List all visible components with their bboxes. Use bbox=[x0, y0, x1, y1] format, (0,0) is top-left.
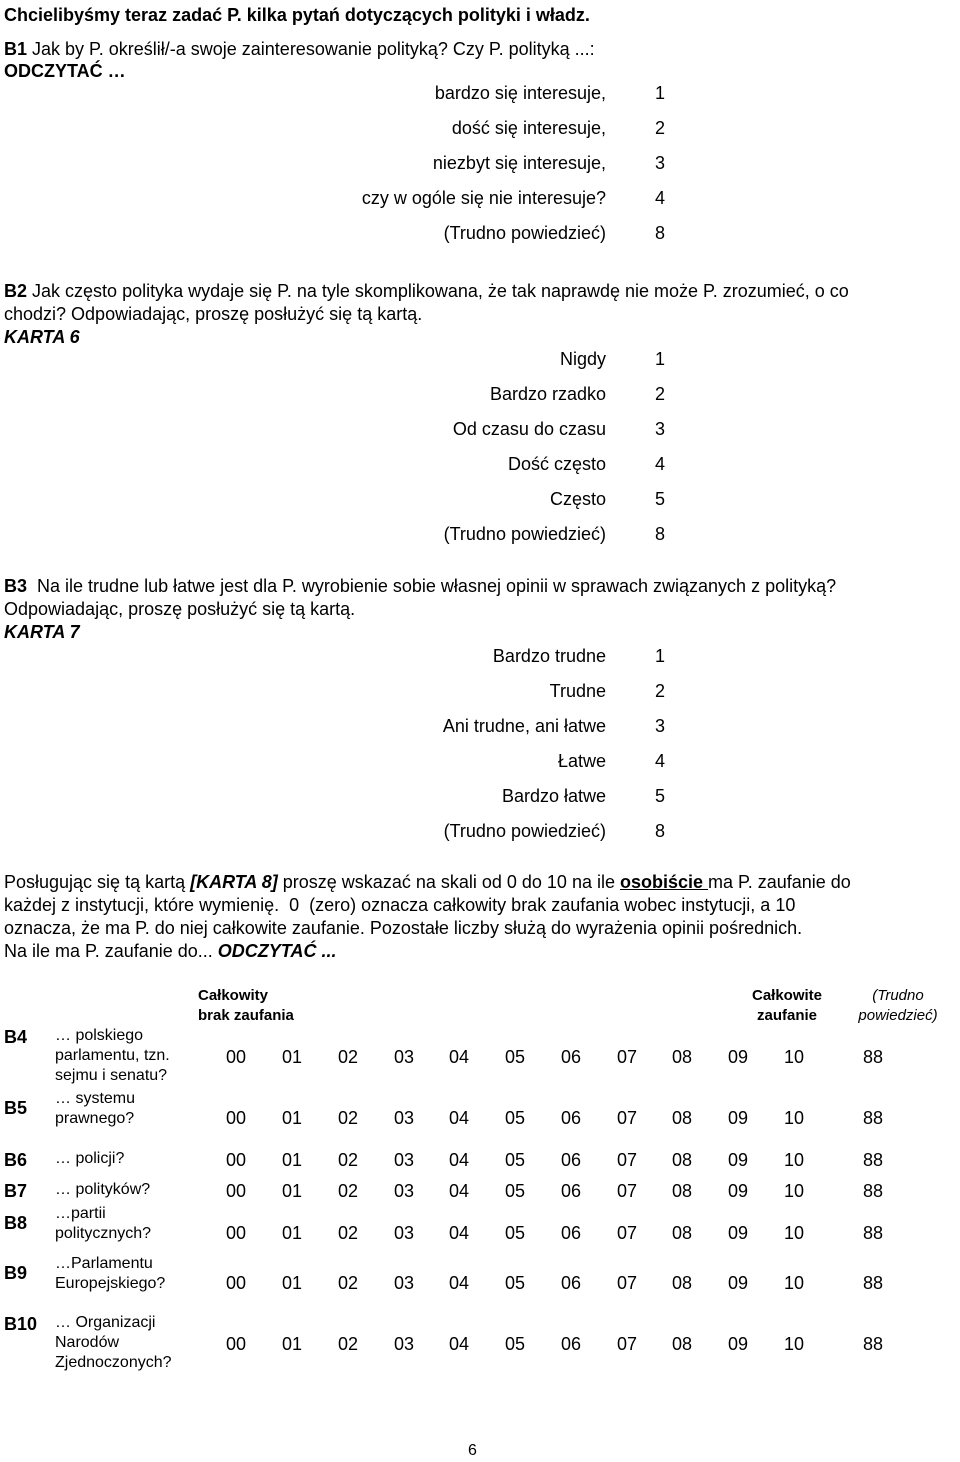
question-id: B1 bbox=[4, 39, 28, 59]
answer-code: 2 bbox=[654, 384, 665, 404]
scale-code: 10 bbox=[783, 1047, 805, 1067]
answer-code: 2 bbox=[654, 681, 665, 701]
instruction-text: każdej z instytucji, które wymienię. 0 (zero) oznacza całkowity brak zaufania wobec instytucji, a 10 bbox=[4, 895, 796, 915]
question-id: B5 bbox=[4, 1098, 28, 1118]
scale-code: 08 bbox=[671, 1181, 693, 1201]
answer-option-label: bardzo się interesuje, bbox=[434, 83, 606, 103]
scale-code: 09 bbox=[727, 1150, 749, 1170]
scale-code: 08 bbox=[671, 1223, 693, 1243]
scale-code: 03 bbox=[393, 1273, 415, 1293]
instruction-text: proszę wskazać na skali od 0 do 10 na ile bbox=[277, 872, 620, 892]
answer-code: 3 bbox=[654, 419, 665, 439]
institution-label: … systemu prawnego? bbox=[55, 1090, 136, 1127]
scale-code: 07 bbox=[616, 1181, 638, 1201]
scale-code: 02 bbox=[337, 1150, 359, 1170]
institution-label: … polskiego parlamentu, tzn. sejmu i senatu? bbox=[55, 1027, 170, 1084]
header-dont-know: (Trudno bbox=[872, 987, 924, 1004]
question-b1 bbox=[4, 38, 595, 60]
scale-code: 02 bbox=[337, 1223, 359, 1243]
answer-code: 8 bbox=[654, 223, 665, 243]
scale-code: 02 bbox=[337, 1181, 359, 1201]
emphasis-text: osobiście bbox=[619, 872, 709, 892]
scale-code: 07 bbox=[616, 1047, 638, 1067]
dont-know-code: 88 bbox=[862, 1273, 884, 1293]
question-text-continued: Odpowiadając, proszę posłużyć się tą kartą. bbox=[4, 599, 356, 619]
scale-code: 01 bbox=[281, 1181, 303, 1201]
question-id: B3 bbox=[4, 576, 28, 596]
answer-option-label: Dość często bbox=[507, 454, 606, 474]
scale-code: 05 bbox=[504, 1223, 526, 1243]
scale-code: 00 bbox=[225, 1108, 247, 1128]
scale-code: 08 bbox=[671, 1334, 693, 1354]
dont-know-code: 88 bbox=[862, 1047, 884, 1067]
institution-label: …partii politycznych? bbox=[55, 1205, 152, 1242]
scale-code: 05 bbox=[504, 1150, 526, 1170]
scale-code: 07 bbox=[616, 1108, 638, 1128]
scale-code: 01 bbox=[281, 1334, 303, 1354]
scale-code: 07 bbox=[616, 1150, 638, 1170]
answer-code: 3 bbox=[654, 153, 665, 173]
institution-label: … policji? bbox=[55, 1150, 125, 1167]
scale-code: 05 bbox=[504, 1047, 526, 1067]
answer-code: 4 bbox=[654, 751, 665, 771]
question-id: B2 bbox=[4, 281, 28, 301]
scale-code: 10 bbox=[783, 1223, 805, 1243]
answer-code: 3 bbox=[654, 716, 665, 736]
scale-code: 09 bbox=[727, 1181, 749, 1201]
answer-code: 4 bbox=[654, 454, 665, 474]
answer-option-label: Ani trudne, ani łatwe bbox=[442, 716, 606, 736]
scale-code: 03 bbox=[393, 1150, 415, 1170]
scale-code: 08 bbox=[671, 1047, 693, 1067]
scale-code: 03 bbox=[393, 1181, 415, 1201]
answer-code: 5 bbox=[654, 786, 665, 806]
answer-code: 1 bbox=[654, 349, 665, 369]
question-text: Na ile trudne lub łatwe jest dla P. wyrobienie sobie własnej opinii w sprawach związanych z polityką? bbox=[37, 576, 837, 596]
page-number: 6 bbox=[468, 1442, 477, 1459]
scale-code: 03 bbox=[393, 1108, 415, 1128]
scale-code: 03 bbox=[393, 1223, 415, 1243]
answer-option-label: dość się interesuje, bbox=[451, 118, 606, 138]
scale-code: 00 bbox=[225, 1334, 247, 1354]
trust-instructions bbox=[4, 871, 960, 963]
dont-know-code: 88 bbox=[862, 1334, 884, 1354]
scale-code: 08 bbox=[671, 1150, 693, 1170]
scale-code: 01 bbox=[281, 1150, 303, 1170]
scale-code: 09 bbox=[727, 1223, 749, 1243]
answer-code: 5 bbox=[654, 489, 665, 509]
answer-option-label: Bardzo trudne bbox=[492, 646, 606, 666]
scale-code: 10 bbox=[783, 1273, 805, 1293]
scale-code: 03 bbox=[393, 1334, 415, 1354]
scale-code: 06 bbox=[560, 1273, 582, 1293]
scale-code: 10 bbox=[783, 1108, 805, 1128]
instruction-text: oznacza, że ma P. do niej całkowite zaufanie. Pozostałe liczby służą do wyrażenia opinii pośrednich. bbox=[4, 918, 803, 938]
header-full-trust: zaufanie bbox=[756, 1007, 817, 1024]
answer-option-label: Bardzo rzadko bbox=[489, 384, 606, 404]
scale-code: 00 bbox=[225, 1223, 247, 1243]
question-text: Jak często polityka wydaje się P. na tyle skomplikowana, że tak naprawdę nie może P. zrozumieć, o co bbox=[32, 281, 849, 301]
header-dont-know: powiedzieć) bbox=[858, 1007, 938, 1024]
institution-label: … polityków? bbox=[55, 1181, 151, 1198]
answer-code: 8 bbox=[654, 524, 665, 544]
dont-know-code: 88 bbox=[862, 1150, 884, 1170]
question-text-continued: chodzi? Odpowiadając, proszę posłużyć się tą kartą. bbox=[4, 304, 423, 324]
institution-label: …Parlamentu Europejskiego? bbox=[55, 1255, 166, 1292]
dont-know-code: 88 bbox=[862, 1108, 884, 1128]
scale-code: 02 bbox=[337, 1334, 359, 1354]
question-id: B6 bbox=[4, 1150, 28, 1170]
scale-code: 05 bbox=[504, 1108, 526, 1128]
institution-label: … Organizacji Narodów Zjednoczonych? bbox=[55, 1314, 172, 1371]
scale-code: 09 bbox=[727, 1047, 749, 1067]
scale-code: 05 bbox=[504, 1273, 526, 1293]
scale-code: 04 bbox=[448, 1150, 470, 1170]
scale-code: 09 bbox=[727, 1108, 749, 1128]
scale-code: 01 bbox=[281, 1047, 303, 1067]
scale-code: 01 bbox=[281, 1108, 303, 1128]
instruction-text: Na ile ma P. zaufanie do... bbox=[4, 941, 218, 961]
scale-code: 10 bbox=[783, 1181, 805, 1201]
answer-option-label: Nigdy bbox=[559, 349, 606, 369]
question-b3 bbox=[4, 575, 836, 597]
scale-code: 07 bbox=[616, 1273, 638, 1293]
scale-code: 01 bbox=[281, 1273, 303, 1293]
scale-code: 04 bbox=[448, 1181, 470, 1201]
answer-option-label: czy w ogóle się nie interesuje? bbox=[361, 188, 606, 208]
answer-option-label: Trudne bbox=[549, 681, 606, 701]
scale-code: 03 bbox=[393, 1047, 415, 1067]
header-full-trust: Całkowite bbox=[751, 987, 823, 1004]
scale-code: 06 bbox=[560, 1150, 582, 1170]
scale-code: 05 bbox=[504, 1334, 526, 1354]
answer-option-label: Łatwe bbox=[557, 751, 606, 771]
scale-code: 02 bbox=[337, 1273, 359, 1293]
instruction-text: Posługując się tą kartą bbox=[4, 872, 191, 892]
answer-option-label: (Trudno powiedzieć) bbox=[443, 524, 606, 544]
answer-option-label: (Trudno powiedzieć) bbox=[443, 223, 606, 243]
scale-code: 00 bbox=[225, 1047, 247, 1067]
question-text: Jak by P. określił/-a swoje zainteresowanie polityką? Czy P. polityką ...: bbox=[32, 39, 595, 59]
scale-code: 06 bbox=[560, 1108, 582, 1128]
scale-code: 04 bbox=[448, 1108, 470, 1128]
scale-code: 08 bbox=[671, 1273, 693, 1293]
dont-know-code: 88 bbox=[862, 1223, 884, 1243]
scale-code: 00 bbox=[225, 1273, 247, 1293]
answer-option-label: (Trudno powiedzieć) bbox=[443, 821, 606, 841]
question-id: B7 bbox=[4, 1181, 28, 1201]
answer-option-label: niezbyt się interesuje, bbox=[432, 153, 606, 173]
answer-code: 8 bbox=[654, 821, 665, 841]
card-reference: [KARTA 8] bbox=[190, 872, 278, 892]
answer-code: 4 bbox=[654, 188, 665, 208]
question-id: B9 bbox=[4, 1263, 28, 1283]
scale-code: 06 bbox=[560, 1334, 582, 1354]
question-id: B10 bbox=[4, 1314, 38, 1334]
scale-code: 06 bbox=[560, 1047, 582, 1067]
card-reference: KARTA 7 bbox=[4, 622, 80, 642]
instruction-text: ma P. zaufanie do bbox=[708, 872, 851, 892]
answer-option-label: Bardzo łatwe bbox=[501, 786, 606, 806]
question-id: B4 bbox=[4, 1027, 28, 1047]
read-instruction: ODCZYTAĆ … bbox=[4, 61, 126, 81]
scale-code: 02 bbox=[337, 1108, 359, 1128]
scale-code: 02 bbox=[337, 1047, 359, 1067]
dont-know-code: 88 bbox=[862, 1181, 884, 1201]
scale-code: 06 bbox=[560, 1223, 582, 1243]
scale-code: 04 bbox=[448, 1273, 470, 1293]
scale-code: 09 bbox=[727, 1273, 749, 1293]
section-intro: Chcielibyśmy teraz zadać P. kilka pytań dotyczących polityki i władz. bbox=[4, 5, 590, 25]
header-no-trust: brak zaufania bbox=[198, 1007, 294, 1024]
answer-code: 1 bbox=[654, 646, 665, 666]
scale-code: 10 bbox=[783, 1334, 805, 1354]
scale-code: 05 bbox=[504, 1181, 526, 1201]
read-instruction: ODCZYTAĆ ... bbox=[217, 941, 337, 961]
question-id: B8 bbox=[4, 1213, 28, 1233]
card-reference: KARTA 6 bbox=[4, 327, 80, 347]
scale-code: 08 bbox=[671, 1108, 693, 1128]
answer-option-label: Od czasu do czasu bbox=[452, 419, 606, 439]
header-no-trust: Całkowity bbox=[198, 987, 269, 1004]
scale-code: 00 bbox=[225, 1150, 247, 1170]
scale-code: 04 bbox=[448, 1047, 470, 1067]
scale-code: 01 bbox=[281, 1223, 303, 1243]
scale-code: 04 bbox=[448, 1334, 470, 1354]
scale-code: 09 bbox=[727, 1334, 749, 1354]
scale-code: 04 bbox=[448, 1223, 470, 1243]
scale-code: 10 bbox=[783, 1150, 805, 1170]
answer-code: 2 bbox=[654, 118, 665, 138]
question-b2 bbox=[4, 280, 849, 302]
scale-code: 00 bbox=[225, 1181, 247, 1201]
scale-code: 07 bbox=[616, 1223, 638, 1243]
answer-option-label: Często bbox=[549, 489, 606, 509]
answer-code: 1 bbox=[654, 83, 665, 103]
scale-code: 06 bbox=[560, 1181, 582, 1201]
scale-code: 07 bbox=[616, 1334, 638, 1354]
